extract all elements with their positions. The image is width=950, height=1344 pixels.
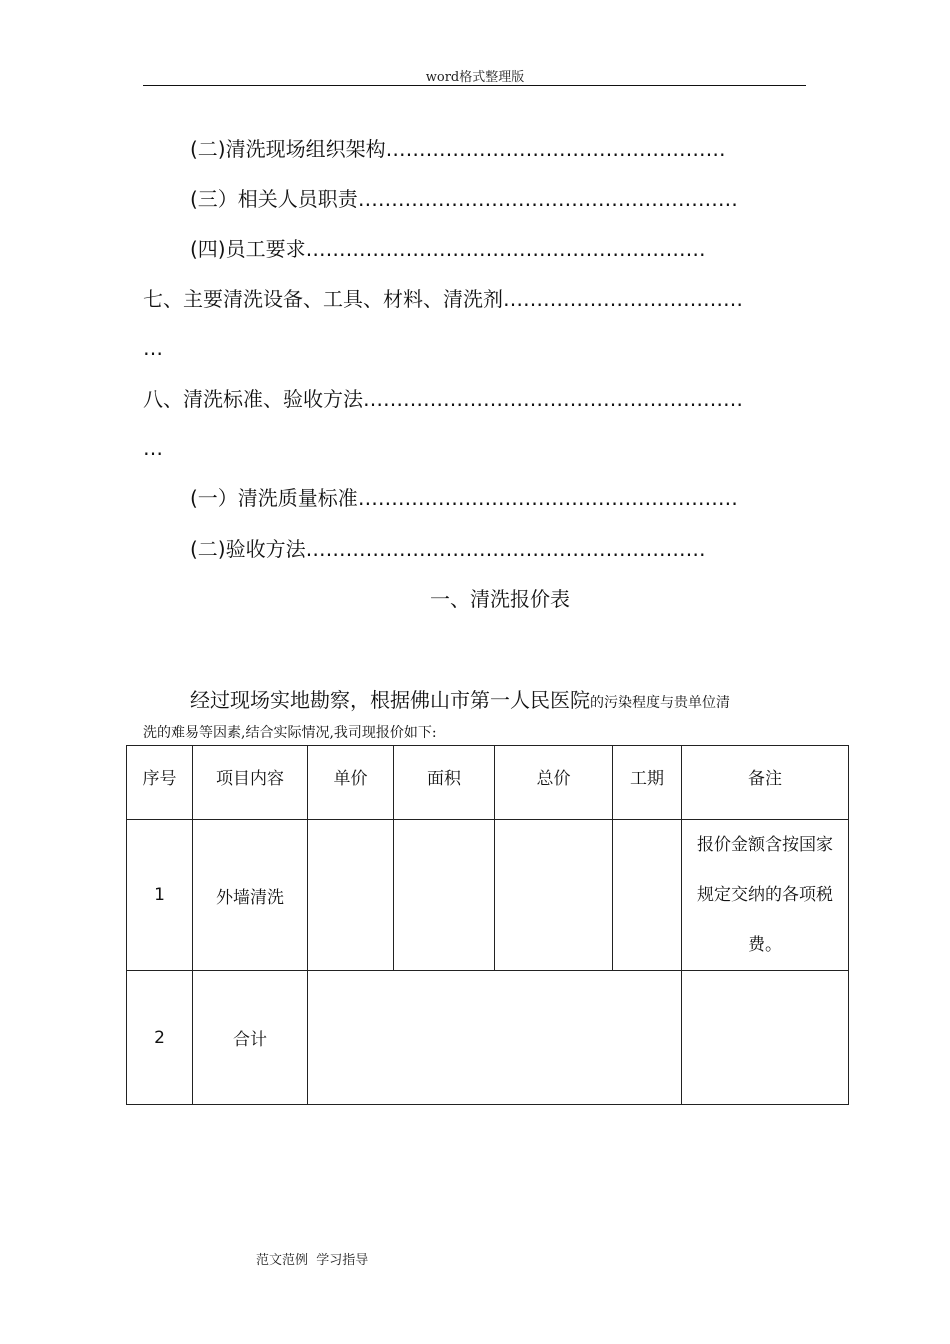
- toc-leader-dots: ……………………………………………………: [305, 237, 706, 261]
- quotation-table: [126, 745, 849, 1105]
- toc-entry-label: (二)清洗现场组织架构: [190, 137, 386, 161]
- column-header-period: 工期: [613, 746, 682, 820]
- column-header-no: 序号: [127, 746, 193, 820]
- cell-no: 2: [127, 971, 193, 1105]
- cell-area: [394, 820, 495, 971]
- cell-item: 合计: [193, 971, 308, 1105]
- toc-leader-dots: ………………………………: [503, 287, 743, 311]
- cell-no: 1: [127, 820, 193, 971]
- toc-entry-continuation: [143, 336, 243, 360]
- toc-entry-label: (二)验收方法: [190, 537, 306, 561]
- column-header-unit-price: 单价: [308, 746, 394, 820]
- toc-entry: [190, 187, 802, 211]
- toc-entry-label: 七、主要清洗设备、工具、材料、清洗剂: [143, 287, 503, 311]
- cell-period: [613, 820, 682, 971]
- column-header-item: 项目内容: [193, 746, 308, 820]
- intro-tail: 的污染程度与贵单位清: [590, 695, 730, 711]
- toc-leader-dots: …………………………………………………: [357, 187, 738, 211]
- cell-total-merged: [308, 971, 682, 1105]
- column-header-remark: 备注: [682, 746, 849, 820]
- header-divider: [143, 85, 806, 86]
- toc-entry-continuation: [143, 436, 243, 460]
- section-title: 一、清洗报价表: [430, 587, 570, 611]
- toc-entry-label: (一）清洗质量标准: [190, 486, 358, 510]
- cell-remark: 报价金额含按国家规定交纳的各项税费。: [682, 820, 849, 971]
- toc-leader-dots: …: [143, 436, 163, 460]
- intro-lead: 经过现场实地勘察，根据佛山市第一人民医院: [190, 688, 590, 712]
- toc-entry-label: (四)员工要求: [190, 237, 306, 261]
- table-row: [127, 820, 849, 971]
- toc-leader-dots: ……………………………………………: [385, 137, 726, 161]
- toc-entry: [190, 486, 802, 510]
- page-header: word格式整理版: [425, 70, 525, 85]
- table-row: [127, 971, 849, 1105]
- intro-paragraph-line-2: 洗的难易等因素,结合实际情况,我司现报价如下:: [143, 725, 437, 741]
- toc-leader-dots: ……………………………………………………: [305, 537, 706, 561]
- page-footer: 范文范例 学习指导: [256, 1253, 369, 1268]
- toc-entry-label: 八、清洗标准、验收方法: [143, 387, 363, 411]
- toc-leader-dots: …………………………………………………: [363, 387, 743, 411]
- toc-entry: [143, 287, 806, 311]
- cell-item: 外墙清洗: [193, 820, 308, 971]
- table-header-row: [127, 746, 849, 820]
- column-header-area: 面积: [394, 746, 495, 820]
- toc-entry: [190, 537, 788, 561]
- toc-entry: [190, 137, 780, 161]
- toc-leader-dots: …………………………………………………: [357, 486, 738, 510]
- toc-entry-label: (三）相关人员职责: [190, 187, 358, 211]
- cell-remark: [682, 971, 849, 1105]
- cell-total: [495, 820, 613, 971]
- toc-entry: [190, 237, 802, 261]
- cell-unit-price: [308, 820, 394, 971]
- toc-leader-dots: …: [143, 336, 163, 360]
- column-header-total: 总价: [495, 746, 613, 820]
- toc-entry: [143, 387, 806, 411]
- intro-paragraph-line-1: [190, 684, 730, 713]
